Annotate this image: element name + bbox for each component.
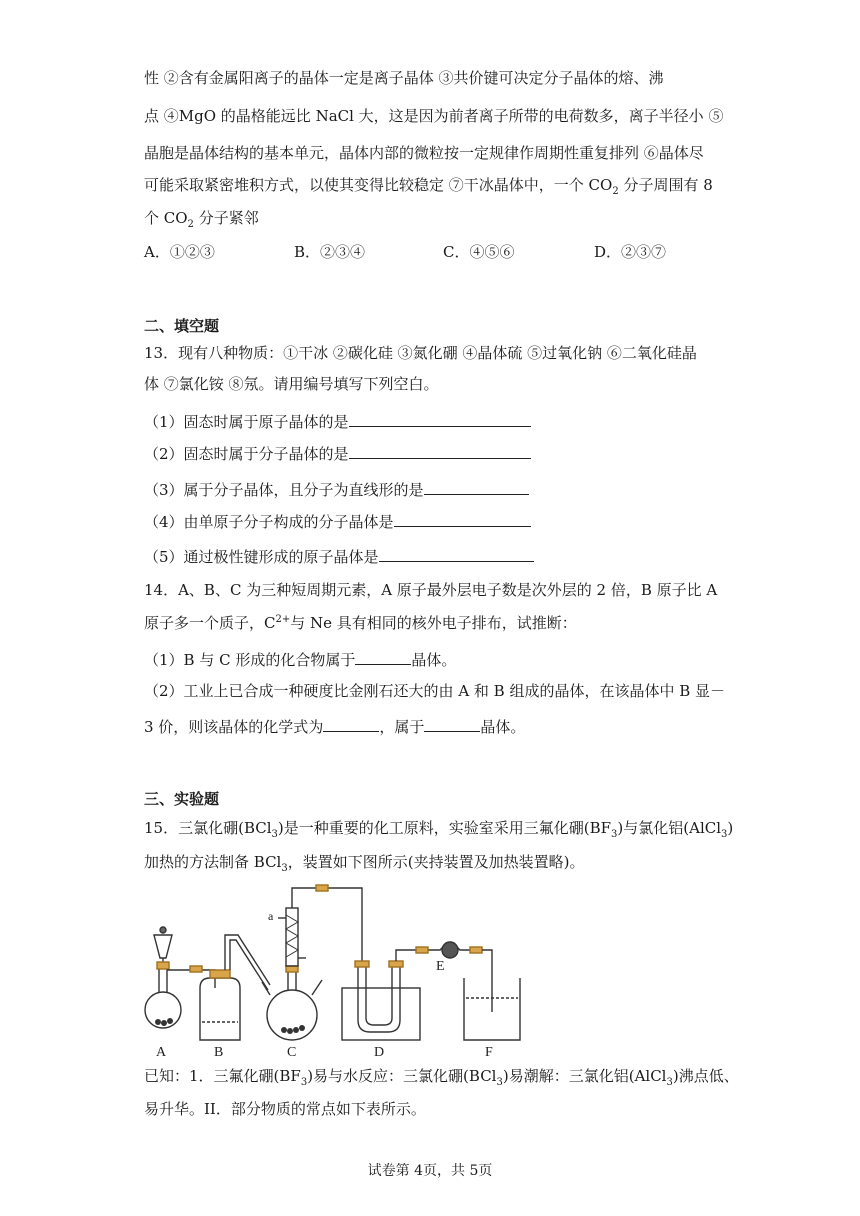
q15-line-1-a: 15．三氯化硼(BCl <box>144 819 272 837</box>
q13-item-4-answer-blank[interactable] <box>394 511 531 527</box>
q12-line-5-a: 个 CO <box>144 209 188 227</box>
q14-line-2-a: 原子多一个质子，C <box>144 614 276 632</box>
q15-note-1 <box>144 1066 739 1086</box>
label-d: D <box>374 1045 385 1060</box>
q15-sub-2: 3 <box>611 829 618 840</box>
q12-option-c[interactable]: C．④⑤⑥ <box>443 243 515 261</box>
q12-option-d[interactable]: D．②③⑦ <box>594 243 667 261</box>
bottle-b <box>200 978 240 1040</box>
q15-note-1-d: )沸点低、 <box>672 1067 739 1085</box>
q14-item-2-line-2-c: 晶体。 <box>480 718 526 736</box>
q13-line-2: 体 ⑦氯化铵 ⑧氖。请用编号填写下列空白。 <box>144 375 439 393</box>
q13-item-1-text: （1）固态时属于原子晶体的是 <box>144 413 349 431</box>
q15-line-1-b: )是一种重要的化工原料，实验室采用三氟化硼(BF <box>277 819 612 837</box>
q13-item-5 <box>144 546 534 567</box>
q14-line-2-sup: 2+ <box>275 614 291 625</box>
q13-item-3 <box>144 479 529 500</box>
q13-item-4-text: （4）由单原子分子构成的分子晶体是 <box>144 513 394 531</box>
label-a: A <box>156 1045 167 1060</box>
q13-item-4 <box>144 511 531 532</box>
label-a-port: a <box>268 909 274 923</box>
q14-item-1-b: 晶体。 <box>411 651 457 669</box>
section-heading-experiment: 三、实验题 <box>144 790 220 808</box>
label-b: B <box>214 1045 224 1060</box>
q15-sub-6: 3 <box>496 1077 503 1088</box>
q14-item-2-line-2-b: ，属于 <box>379 718 425 736</box>
q13-item-2-text: （2）固态时属于分子晶体的是 <box>144 445 349 463</box>
dropping-funnel <box>154 935 172 958</box>
q15-line-1-d: ) <box>727 819 734 837</box>
q14-item-1-answer-blank[interactable] <box>355 649 411 665</box>
q13-item-3-answer-blank[interactable] <box>424 479 529 495</box>
q12-line-1: 性 ②含有金属阳离子的晶体一定是离子晶体 ③共价键可决定分子晶体的熔、沸 <box>144 69 664 87</box>
q14-item-1 <box>144 649 456 670</box>
q15-line-2-b: ，装置如下图所示(夹持装置及加热装置略)。 <box>287 853 585 871</box>
q14-item-2-line-1: （2）工业上已合成一种硬度比金刚石还大的由 A 和 B 组成的晶体，在该晶体中 B 显－ <box>144 682 726 700</box>
q15-sub-1: 3 <box>271 829 278 840</box>
q15-sub-7: 3 <box>666 1077 673 1088</box>
q12-line-4 <box>144 175 713 195</box>
q13-item-1-answer-blank[interactable] <box>349 411 531 427</box>
q15-line-2-a: 加热的方法制备 BCl <box>144 853 282 871</box>
label-e: E <box>436 959 445 974</box>
q14-item-2-formula-blank[interactable] <box>323 716 379 732</box>
q14-line-2-b: 与 Ne 具有相同的核外电子排布，试推断： <box>290 614 577 632</box>
q14-line-1: 14．A、B、C 为三种短周期元素，A 原子最外层电子数是次外层的 2 倍，B 原子比 A <box>144 581 718 599</box>
q15-line-1-c: )与氯化铝(AlCl <box>617 819 722 837</box>
q13-item-5-text: （5）通过极性键形成的原子晶体是 <box>144 548 379 566</box>
q14-item-2-type-blank[interactable] <box>424 716 480 732</box>
q12-line-3: 晶胞是晶体结构的基本单元，晶体内部的微粒按一定规律作周期性重复排列 ⑥晶体尽 <box>144 144 704 162</box>
q12-line-4-b: 分子周围有 8 <box>618 176 713 194</box>
label-f: F <box>485 1045 493 1060</box>
q13-item-5-answer-blank[interactable] <box>379 546 534 562</box>
q15-sub-4: 3 <box>281 863 288 874</box>
q15-note-2: 易升华。II．部分物质的常点如下表所示。 <box>144 1100 426 1118</box>
q14-line-2 <box>144 613 577 633</box>
q12-line-5-sub: 2 <box>187 219 194 230</box>
q12-line-2: 点 ④MgO 的晶格能远比 NaCl 大，这是因为前者离子所带的电荷数多，离子半径小 ⑤ <box>144 107 724 125</box>
q14-item-2-line-2 <box>144 716 525 737</box>
q15-line-2 <box>144 852 584 872</box>
q14-item-2-line-2-a: 3 价，则该晶体的化学式为 <box>144 718 324 736</box>
label-c: C <box>287 1045 297 1060</box>
q14-item-1-a: （1）B 与 C 形成的化合物属于 <box>144 651 356 669</box>
q12-line-5-b: 分子紧邻 <box>193 209 259 227</box>
u-tube-d <box>358 965 400 1032</box>
q15-sub-5: 3 <box>300 1077 308 1088</box>
q12-line-4-a: 可能采取紧密堆积方式，以使其变得比较稳定 ⑦干冰晶体中，一个 CO <box>144 176 613 194</box>
q15-sub-3: 3 <box>721 829 728 840</box>
page-footer: 试卷第 4页，共 5页 <box>367 1163 493 1179</box>
q13-item-3-text: （3）属于分子晶体，且分子为直线形的是 <box>144 481 424 499</box>
q12-line-4-sub: 2 <box>612 186 619 197</box>
q12-line-5 <box>144 208 259 228</box>
q13-item-2 <box>144 443 531 464</box>
q13-item-1 <box>144 411 531 432</box>
q12-option-b[interactable]: B．②③④ <box>294 243 366 261</box>
apparatus-diagram <box>130 870 550 1060</box>
q15-note-1-b: )易与水反应：三氯化硼(BCl <box>307 1067 497 1085</box>
q15-line-1 <box>144 818 733 838</box>
section-heading-fill-in: 二、填空题 <box>144 317 220 335</box>
q15-note-1-c: )易潮解：三氯化铝(AlCl <box>502 1067 667 1085</box>
q13-line-1: 13．现有八种物质：①干冰 ②碳化硅 ③氮化硼 ④晶体硫 ⑤过氧化钠 ⑥二氧化硅晶 <box>144 344 697 362</box>
q13-item-2-answer-blank[interactable] <box>349 443 531 459</box>
q12-option-a[interactable]: A．①②③ <box>144 243 215 261</box>
q15-note-1-a: 已知：1．三氟化硼(BF <box>144 1067 301 1085</box>
